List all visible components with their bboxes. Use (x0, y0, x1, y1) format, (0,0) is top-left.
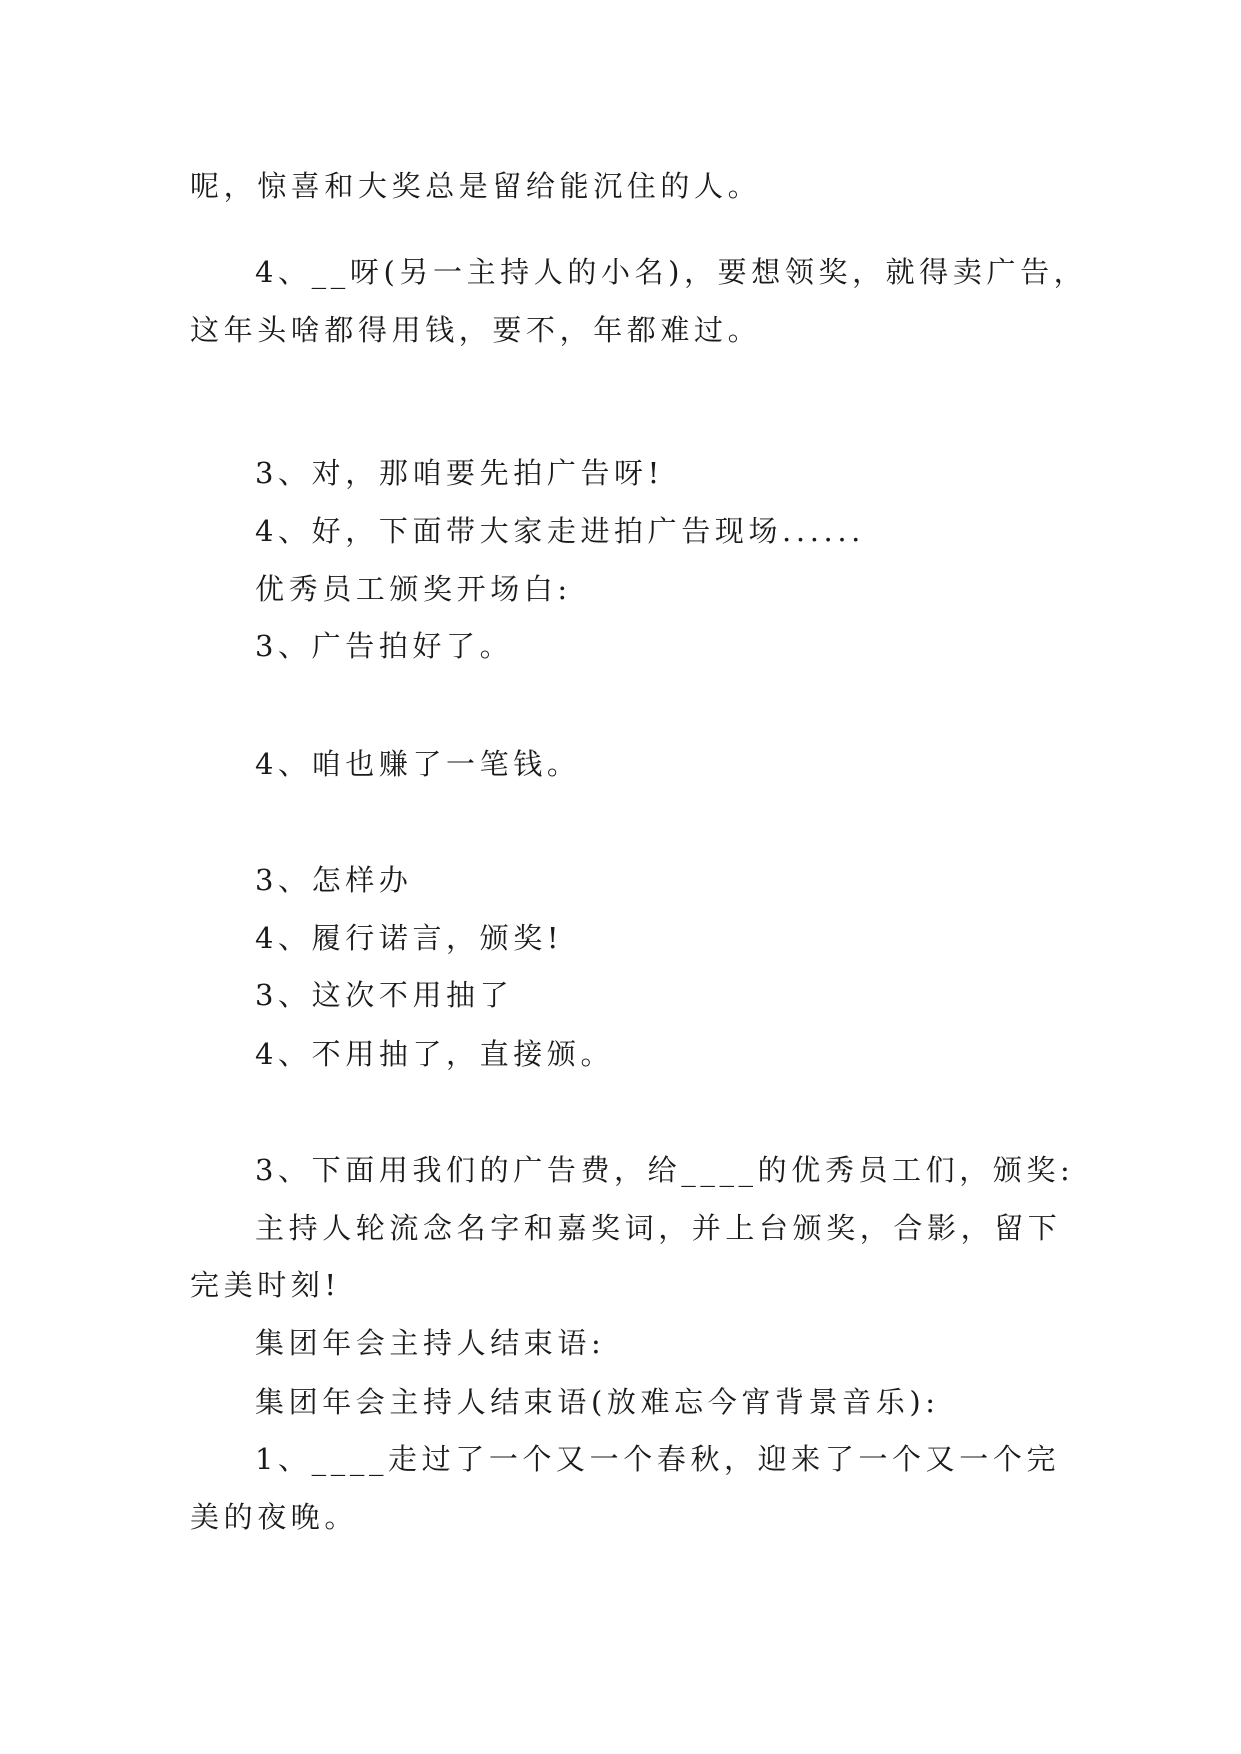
text-line: 这年头啥都得用钱，要不，年都难过。 (190, 313, 762, 347)
text-line: 优秀员工颁奖开场白: (255, 572, 572, 606)
text-line: 4、好，下面带大家走进拍广告现场...... (255, 514, 865, 548)
text-line: 3、这次不用抽了 (255, 978, 514, 1012)
text-line: 4、履行诺言，颁奖! (255, 921, 564, 955)
text-line: 完美时刻! (190, 1268, 341, 1302)
text-line: 3、下面用我们的广告费，给____的优秀员工们，颁奖: (255, 1153, 1075, 1187)
text-line: 集团年会主持人结束语: (255, 1326, 606, 1360)
text-line: 3、怎样办 (255, 863, 413, 897)
text-line: 1、____走过了一个又一个春秋，迎来了一个又一个完 (255, 1442, 1061, 1476)
text-line: 呢，惊喜和大奖总是留给能沉住的人。 (190, 169, 762, 203)
text-line: 3、广告拍好了。 (255, 629, 514, 663)
text-line: 集团年会主持人结束语(放难忘今宵背景音乐): (255, 1385, 940, 1419)
text-line: 主持人轮流念名字和嘉奖词，并上台颁奖，合影，留下 (255, 1211, 1062, 1245)
text-line: 4、不用抽了，直接颁。 (255, 1037, 615, 1071)
text-line: 美的夜晚。 (190, 1500, 359, 1534)
text-line: 3、对，那咱要先拍广告呀! (255, 456, 664, 490)
text-line: 4、__呀(另一主持人的小名)，要想领奖，就得卖广告， (255, 255, 1088, 289)
text-line: 4、咱也赚了一笔钱。 (255, 747, 581, 781)
